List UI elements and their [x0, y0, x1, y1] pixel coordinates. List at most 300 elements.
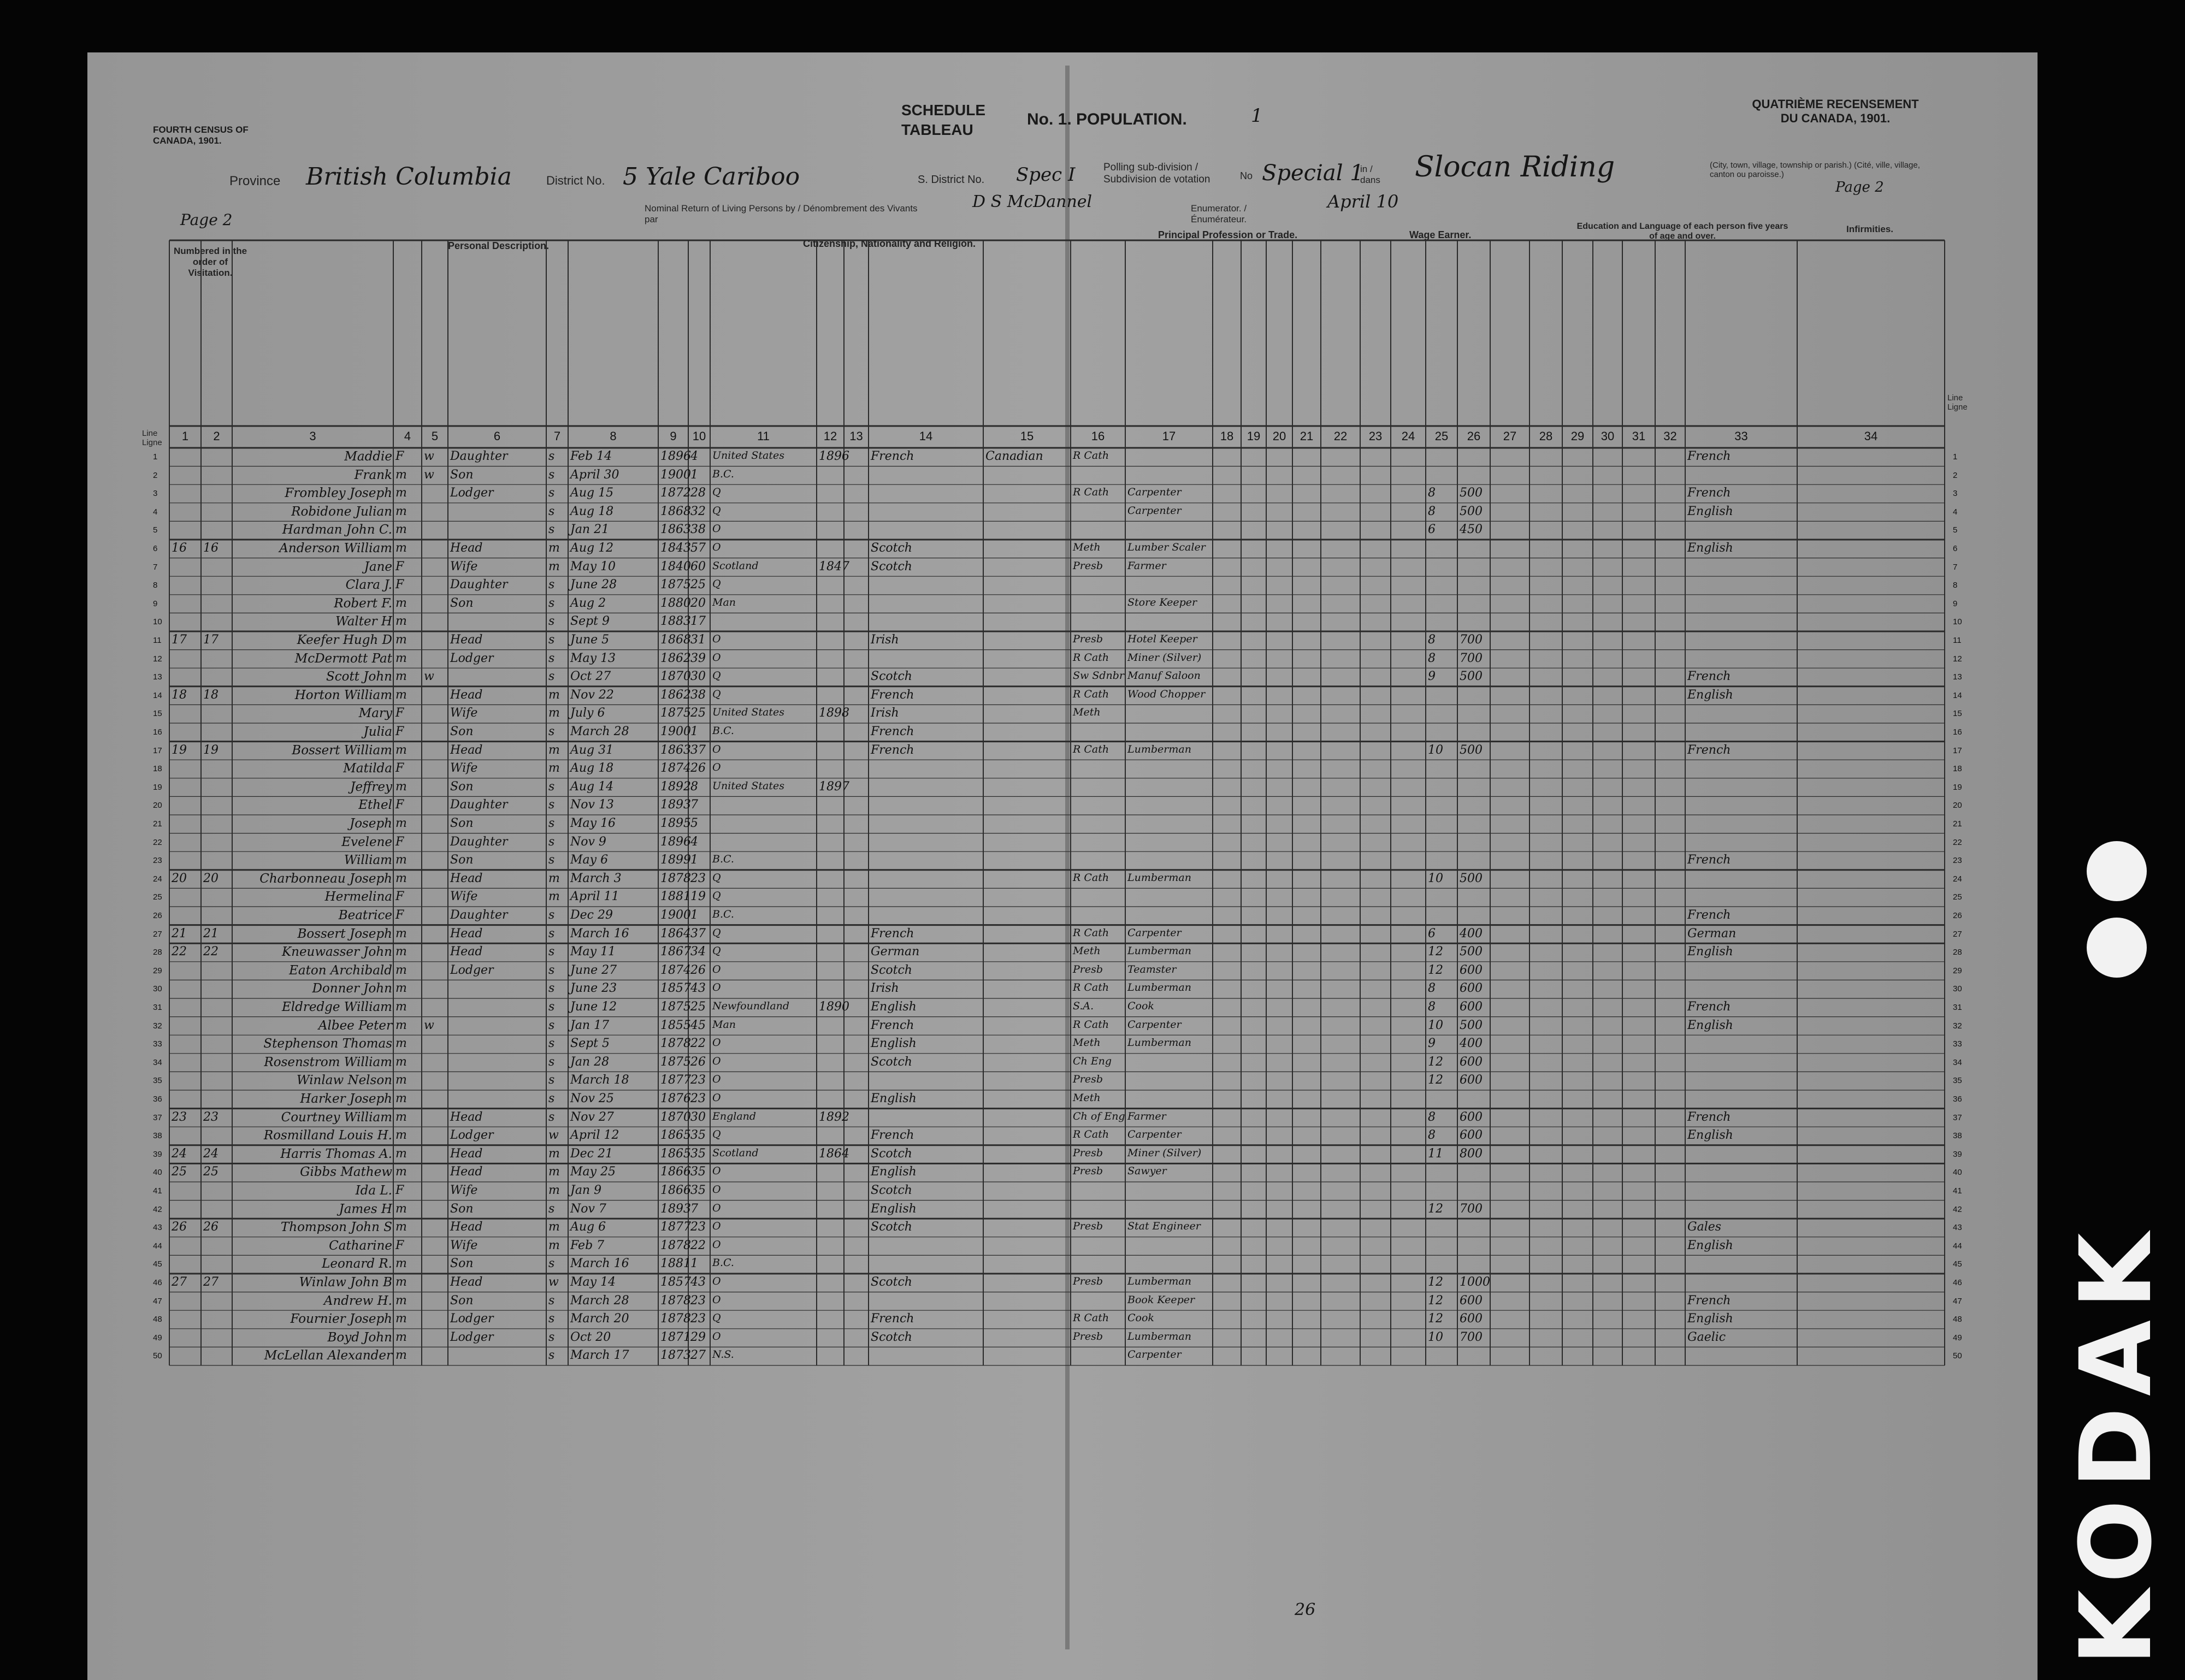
cell-dob: Aug 6: [570, 1220, 606, 1234]
line-number: 9: [1953, 599, 1958, 608]
cell-yr: 1881: [660, 1257, 691, 1271]
cell-dob: May 14: [570, 1275, 616, 1289]
cell-st: s: [548, 523, 555, 537]
cell-dob: June 12: [570, 1000, 617, 1014]
cell-birth: Scotland: [712, 1146, 759, 1159]
cell-st: s: [548, 945, 555, 959]
line-number: 47: [153, 1296, 162, 1306]
cell-name: James H: [339, 1202, 392, 1216]
cell-st: s: [548, 1055, 555, 1069]
cell-earn: 600: [1460, 981, 1483, 996]
cell-sex: F: [395, 706, 404, 720]
cell-birth: Scotland: [712, 559, 759, 572]
cell-m: 11: [1428, 1146, 1443, 1161]
cell-st: m: [548, 706, 560, 720]
cell-birth: O: [712, 743, 721, 755]
cell-name: Clara J.: [345, 578, 392, 593]
cell-yr: 1876: [660, 1092, 691, 1105]
cell-st: s: [548, 486, 555, 500]
line-number: 12: [1953, 654, 1962, 664]
cell-dob: Jan 9: [570, 1184, 602, 1197]
cell-birth: B.C.: [712, 1257, 734, 1269]
enumerator-name: D S McDannel: [972, 192, 1092, 211]
line-number: 48: [1953, 1315, 1962, 1324]
line-number: 36: [153, 1095, 162, 1104]
cell-rel: Head: [450, 1165, 483, 1179]
line-number: 28: [153, 948, 162, 957]
cell-prof: Carpenter: [1127, 504, 1182, 517]
cell-rel: Head: [450, 1220, 483, 1234]
cell-st: s: [548, 817, 555, 830]
cell-yr: 1878: [660, 1293, 691, 1308]
line-number: 11: [153, 636, 162, 645]
cell-yr: 1892: [660, 779, 691, 794]
cell-birth: Man: [712, 596, 736, 608]
cell-name: Eaton Archibald: [289, 963, 392, 978]
cell-birth: B.C.: [712, 908, 734, 920]
cell-yr: 1863: [660, 523, 691, 537]
cell-age: 8: [690, 779, 698, 794]
cell-dob: Jan 21: [570, 523, 610, 537]
cell-prof: Lumberman: [1127, 945, 1191, 957]
cell-birth: Q: [712, 578, 721, 590]
cell-race: French: [871, 926, 914, 940]
line-number: 29: [153, 966, 162, 975]
cell-sex: F: [395, 908, 404, 922]
line-number: 21: [153, 819, 162, 829]
cell-m: 10: [1428, 1330, 1443, 1344]
cell-dob: Dec 29: [570, 908, 613, 922]
column-number: 4: [404, 429, 411, 443]
line-number: 10: [1953, 617, 1962, 627]
enumerator-label: Enumerator. / Énumérateur.: [1191, 203, 1247, 224]
cell-dob: May 16: [570, 817, 616, 830]
cell-race: Scotch: [871, 963, 912, 977]
cell-h: 23: [172, 1110, 187, 1124]
cell-dob: Nov 22: [570, 688, 614, 702]
line-number: 20: [153, 801, 162, 811]
line-number: 33: [1953, 1039, 1962, 1049]
cell-earn: 600: [1460, 1000, 1483, 1014]
cell-yr: 1870: [660, 670, 691, 684]
cell-st: s: [548, 670, 555, 684]
cell-name: Frombley Joseph: [285, 486, 392, 501]
line-number: 46: [153, 1278, 162, 1287]
cell-age: 26: [690, 761, 706, 776]
line-number: 6: [1953, 544, 1958, 553]
cell-yr: 1880: [660, 596, 691, 610]
cell-st: s: [548, 633, 555, 647]
cell-race: Scotch: [871, 1184, 912, 1197]
cell-st: s: [548, 468, 555, 482]
cell-name: Catharine: [329, 1238, 392, 1253]
place-hint: (City, town, village, township or parish.) (Cité, ville, village, canton ou paroisse.): [1710, 161, 1920, 179]
cell-rel: Wife: [450, 706, 478, 720]
cell-yr: 1866: [660, 1184, 691, 1197]
cell-rel: Head: [450, 743, 483, 757]
cell-name: Ida L.: [355, 1184, 392, 1198]
cell-sex: m: [395, 614, 407, 629]
cell-birth: England: [712, 1110, 757, 1122]
cell-rel: Lodger: [450, 1312, 494, 1326]
cell-lang: Gales: [1687, 1220, 1722, 1234]
cell-prof: Carpenter: [1127, 486, 1182, 499]
cell-sex: m: [395, 743, 407, 757]
line-number: 45: [153, 1259, 162, 1269]
cell-m: 9: [1428, 670, 1436, 684]
cell-sex: m: [395, 1348, 407, 1363]
in-label: in / dans: [1360, 164, 1380, 185]
section-citizenship: Citizenship, Nationality and Religion.: [803, 238, 976, 249]
cell-imm: 1898: [819, 706, 849, 720]
cell-age: 57: [690, 541, 706, 555]
line-number: 7: [1953, 562, 1958, 572]
cell-rel: Lodger: [450, 651, 494, 665]
cell-sex: m: [395, 871, 407, 885]
cell-sex: m: [395, 1018, 407, 1032]
cell-earn: 700: [1460, 633, 1483, 647]
cell-name: Hermelina: [324, 890, 392, 904]
cell-yr: 1868: [660, 504, 691, 518]
cell-age: 1: [690, 908, 698, 922]
nominal-return-label: Nominal Return of Living Persons by / Dénombrement des Vivants par: [645, 203, 918, 224]
line-number: 2: [153, 470, 158, 480]
line-number: 12: [153, 654, 162, 664]
cell-age: 26: [690, 1055, 706, 1069]
cell-h: 25: [172, 1165, 187, 1179]
cell-race: Scotch: [871, 1275, 912, 1289]
cell-earn: 800: [1460, 1146, 1483, 1161]
line-number: 9: [153, 599, 158, 608]
cell-yr: 1864: [660, 926, 691, 940]
section-numbered: Numbered in the order of Visitation.: [173, 246, 247, 278]
cell-lang: English: [1687, 1128, 1733, 1143]
cell-sex: m: [395, 1000, 407, 1014]
cell-birth: Q: [712, 890, 721, 902]
cell-yr: 1874: [660, 761, 691, 776]
cell-race: Scotch: [871, 1146, 912, 1161]
cell-relig: Sw Sdnbr: [1073, 670, 1124, 682]
cell-name: Harris Thomas A.: [280, 1146, 392, 1161]
cell-h: 21: [172, 926, 187, 940]
cell-name: Kneuwasser John: [281, 945, 392, 960]
cell-rel: Son: [450, 1293, 474, 1308]
cell-name: Evelene: [341, 835, 392, 849]
column-number: 21: [1300, 429, 1314, 443]
cell-prof: Book Keeper: [1127, 1293, 1195, 1306]
cell-name: Anderson William: [279, 541, 392, 555]
line-number: 26: [1953, 911, 1962, 920]
cell-age: 38: [690, 523, 706, 537]
cell-name: Robert F.: [334, 596, 392, 611]
line-number: 35: [1953, 1076, 1962, 1086]
cell-lang: French: [1687, 743, 1731, 757]
line-number: 24: [153, 874, 162, 884]
cell-st: s: [548, 835, 555, 849]
line-number: 31: [153, 1003, 162, 1012]
cell-age: 25: [690, 578, 706, 592]
cell-st: s: [548, 853, 555, 867]
page-number-right: Page 2: [1835, 179, 1884, 196]
cell-relig: Meth: [1073, 1092, 1101, 1104]
cell-earn: 600: [1460, 1128, 1483, 1143]
cell-dob: Oct 27: [570, 670, 611, 684]
cell-dob: March 20: [570, 1312, 629, 1326]
cell-birth: O: [712, 1275, 721, 1287]
cell-rel: Son: [450, 779, 474, 794]
cell-prof: Cook: [1127, 1000, 1154, 1012]
cell-birth: United States: [712, 449, 785, 462]
cell-earn: 500: [1460, 486, 1483, 500]
column-number: 34: [1864, 429, 1878, 443]
cell-age: 27: [690, 1348, 706, 1363]
cell-race: Irish: [871, 981, 899, 996]
cell-sex: F: [395, 1238, 404, 1252]
cell-rel: Head: [450, 1146, 483, 1161]
cell-age: 23: [690, 1220, 706, 1234]
cell-name: Joseph: [349, 817, 392, 831]
cell-birth: N.S.: [712, 1348, 734, 1361]
cell-lang: English: [1687, 541, 1733, 555]
cell-age: 1: [690, 853, 698, 867]
cell-yr: 1875: [660, 1055, 691, 1069]
line-number: 39: [1953, 1149, 1962, 1159]
cell-st: m: [548, 743, 560, 757]
cell-name: Jane: [364, 559, 392, 574]
cell-dob: April 12: [570, 1128, 619, 1143]
cell-earn: 500: [1460, 670, 1483, 684]
cell-sex: F: [395, 725, 404, 738]
cell-m: 12: [1428, 1312, 1443, 1326]
line-number: 46: [1953, 1278, 1962, 1287]
cell-race: French: [871, 1312, 914, 1326]
cell-yr: 1874: [660, 963, 691, 977]
column-number: 13: [849, 429, 863, 443]
line-label-left: Line Ligne: [142, 429, 162, 447]
line-number: 22: [153, 837, 162, 847]
line-number: 19: [1953, 782, 1962, 792]
cell-rel: Head: [450, 688, 483, 702]
cell-name: Harker Joseph: [300, 1092, 392, 1106]
cell-rel: Lodger: [450, 486, 494, 500]
column-number: 7: [553, 429, 561, 443]
line-number: 4: [153, 507, 158, 517]
cell-race: English: [871, 1092, 917, 1105]
cell-age: 1: [690, 1257, 698, 1271]
cell-m: 12: [1428, 1202, 1443, 1216]
column-number: 12: [823, 429, 837, 443]
cell-birth: B.C.: [712, 468, 734, 480]
cell-dob: Jan 28: [570, 1055, 610, 1069]
cell-f: 19: [203, 743, 218, 757]
cell-earn: 500: [1460, 871, 1483, 885]
cell-st: s: [548, 981, 555, 996]
cell-lang: English: [1687, 688, 1733, 702]
cell-st: s: [548, 578, 555, 592]
line-number: 37: [153, 1113, 162, 1122]
cell-name: Walter H: [335, 614, 392, 629]
cell-imm: 1890: [819, 1000, 849, 1014]
cell-h: 22: [172, 945, 187, 959]
line-number: 31: [1953, 1003, 1962, 1012]
cell-relig: R Cath: [1073, 1128, 1109, 1141]
cell-earn: 600: [1460, 1055, 1483, 1069]
cell-imm: 1896: [819, 449, 849, 463]
cell-h: 24: [172, 1146, 187, 1161]
cell-age: 23: [690, 1293, 706, 1308]
cell-earn: 700: [1460, 1202, 1483, 1216]
cell-prof: Store Keeper: [1127, 596, 1197, 608]
cell-dob: Aug 14: [570, 779, 614, 794]
cell-sex: m: [395, 486, 407, 500]
cell-yr: 1893: [660, 798, 691, 812]
cell-race: Scotch: [871, 559, 912, 573]
cell-birth: Q: [712, 486, 721, 499]
cell-name: Julia: [363, 725, 392, 739]
cell-rel: Wife: [450, 761, 478, 776]
cell-earn: 400: [1460, 926, 1483, 940]
column-number: 15: [1020, 429, 1034, 443]
cell-f: 21: [203, 926, 218, 940]
cell-birth: O: [712, 1330, 721, 1342]
cell-name: Mary: [358, 706, 392, 721]
cell-dob: May 25: [570, 1165, 616, 1179]
cell-dob: May 6: [570, 853, 609, 867]
cell-prof: Sawyer: [1127, 1165, 1167, 1178]
polling-no-value: Special 1: [1262, 161, 1364, 186]
cell-sex: m: [395, 926, 407, 940]
line-number: 1: [1953, 452, 1958, 462]
cell-sex: m: [395, 1275, 407, 1289]
cell-h: 16: [172, 541, 187, 555]
cell-col: w: [424, 468, 434, 482]
cell-m: 8: [1428, 486, 1436, 500]
cell-st: m: [548, 1220, 560, 1234]
cell-race: Scotch: [871, 541, 912, 555]
column-number: 27: [1503, 429, 1517, 443]
cell-st: m: [548, 1184, 560, 1197]
column-number: 1: [181, 429, 189, 443]
cell-yr: 1875: [660, 1000, 691, 1014]
cell-age: 32: [690, 504, 706, 518]
cell-lang: French: [1687, 486, 1731, 500]
cell-sex: m: [395, 670, 407, 684]
cell-name: Stephenson Thomas: [263, 1037, 392, 1051]
cell-st: m: [548, 1165, 560, 1179]
cell-yr: 1895: [660, 817, 691, 830]
cell-yr: 1900: [660, 725, 691, 738]
cell-birth: O: [712, 1220, 721, 1233]
cell-st: s: [548, 1330, 555, 1344]
cell-birth: O: [712, 1073, 721, 1086]
cell-sex: m: [395, 1293, 407, 1308]
cell-m: 10: [1428, 1018, 1443, 1032]
cell-earn: 600: [1460, 1073, 1483, 1087]
line-number: 6: [153, 544, 158, 553]
polling-label: Polling sub-division / Subdivision de votation: [1103, 162, 1210, 185]
cell-name: Keefer Hugh D: [297, 633, 392, 647]
cell-sex: m: [395, 981, 407, 996]
cell-name: Winlaw Nelson: [296, 1073, 392, 1088]
cell-st: s: [548, 798, 555, 812]
cell-st: s: [548, 504, 555, 518]
cell-sex: F: [395, 1184, 404, 1197]
cell-name: Bossert Joseph: [297, 926, 392, 941]
census-title-fr: QUATRIÈME RECENSEMENT DU CANADA, 1901.: [1752, 97, 1919, 125]
cell-prof: Carpenter: [1127, 1348, 1182, 1361]
cell-name: Rosenstrom William: [264, 1055, 392, 1069]
cell-age: 45: [690, 1018, 706, 1032]
line-number: 38: [153, 1131, 162, 1141]
line-number: 8: [153, 581, 158, 590]
line-number: 14: [1953, 690, 1962, 700]
line-number: 40: [153, 1168, 162, 1178]
cell-st: s: [548, 1018, 555, 1032]
cell-st: m: [548, 541, 560, 555]
cell-m: 10: [1428, 743, 1443, 757]
cell-relig: R Cath: [1073, 651, 1109, 664]
cell-f: 17: [203, 633, 218, 647]
cell-st: s: [548, 651, 555, 665]
cell-m: 12: [1428, 945, 1443, 959]
cell-earn: 500: [1460, 743, 1483, 757]
cell-name: Maddie: [344, 449, 392, 464]
section-personal: Personal Description.: [448, 240, 550, 251]
line-number: 11: [1953, 636, 1962, 645]
column-number: 20: [1272, 429, 1286, 443]
cell-age: 35: [690, 1165, 706, 1179]
schedule-title: No. 1. POPULATION.: [1027, 110, 1187, 128]
line-number: 7: [153, 562, 158, 572]
cell-yr: 1862: [660, 651, 691, 665]
cell-age: 26: [690, 963, 706, 977]
cell-rel: Daughter: [450, 798, 508, 812]
cell-race: Irish: [871, 633, 899, 647]
cell-relig: Presb: [1073, 559, 1103, 572]
cell-age: 37: [690, 743, 706, 757]
cell-yr: 1865: [660, 1128, 691, 1143]
column-number: 24: [1401, 429, 1415, 443]
column-number: 19: [1247, 429, 1261, 443]
cell-f: 27: [203, 1275, 218, 1289]
column-number: 26: [1467, 429, 1481, 443]
line-number: 40: [1953, 1168, 1962, 1178]
cell-birth: O: [712, 981, 721, 994]
cell-birth: United States: [712, 779, 785, 792]
cell-name: Courtney William: [281, 1110, 392, 1125]
cell-age: 4: [690, 835, 698, 849]
cell-prof: Miner (Silver): [1127, 651, 1202, 664]
cell-sex: F: [395, 449, 404, 463]
cell-m: 12: [1428, 1073, 1443, 1087]
line-number: 49: [153, 1333, 162, 1342]
cell-dob: Aug 31: [570, 743, 614, 757]
cell-name: Albee Peter: [318, 1018, 392, 1033]
cell-name: Horton William: [294, 688, 392, 702]
cell-yr: 1867: [660, 945, 691, 959]
cell-st: s: [548, 596, 555, 610]
line-number: 15: [1953, 709, 1962, 719]
line-number: 17: [153, 746, 162, 755]
line-number: 47: [1953, 1296, 1962, 1306]
cell-col: w: [424, 449, 434, 463]
cell-m: 12: [1428, 1055, 1443, 1069]
line-number: 26: [153, 911, 162, 920]
cell-lang: French: [1687, 1110, 1731, 1124]
line-number: 33: [153, 1039, 162, 1049]
cell-age: 35: [690, 1128, 706, 1143]
column-number: 33: [1734, 429, 1748, 443]
